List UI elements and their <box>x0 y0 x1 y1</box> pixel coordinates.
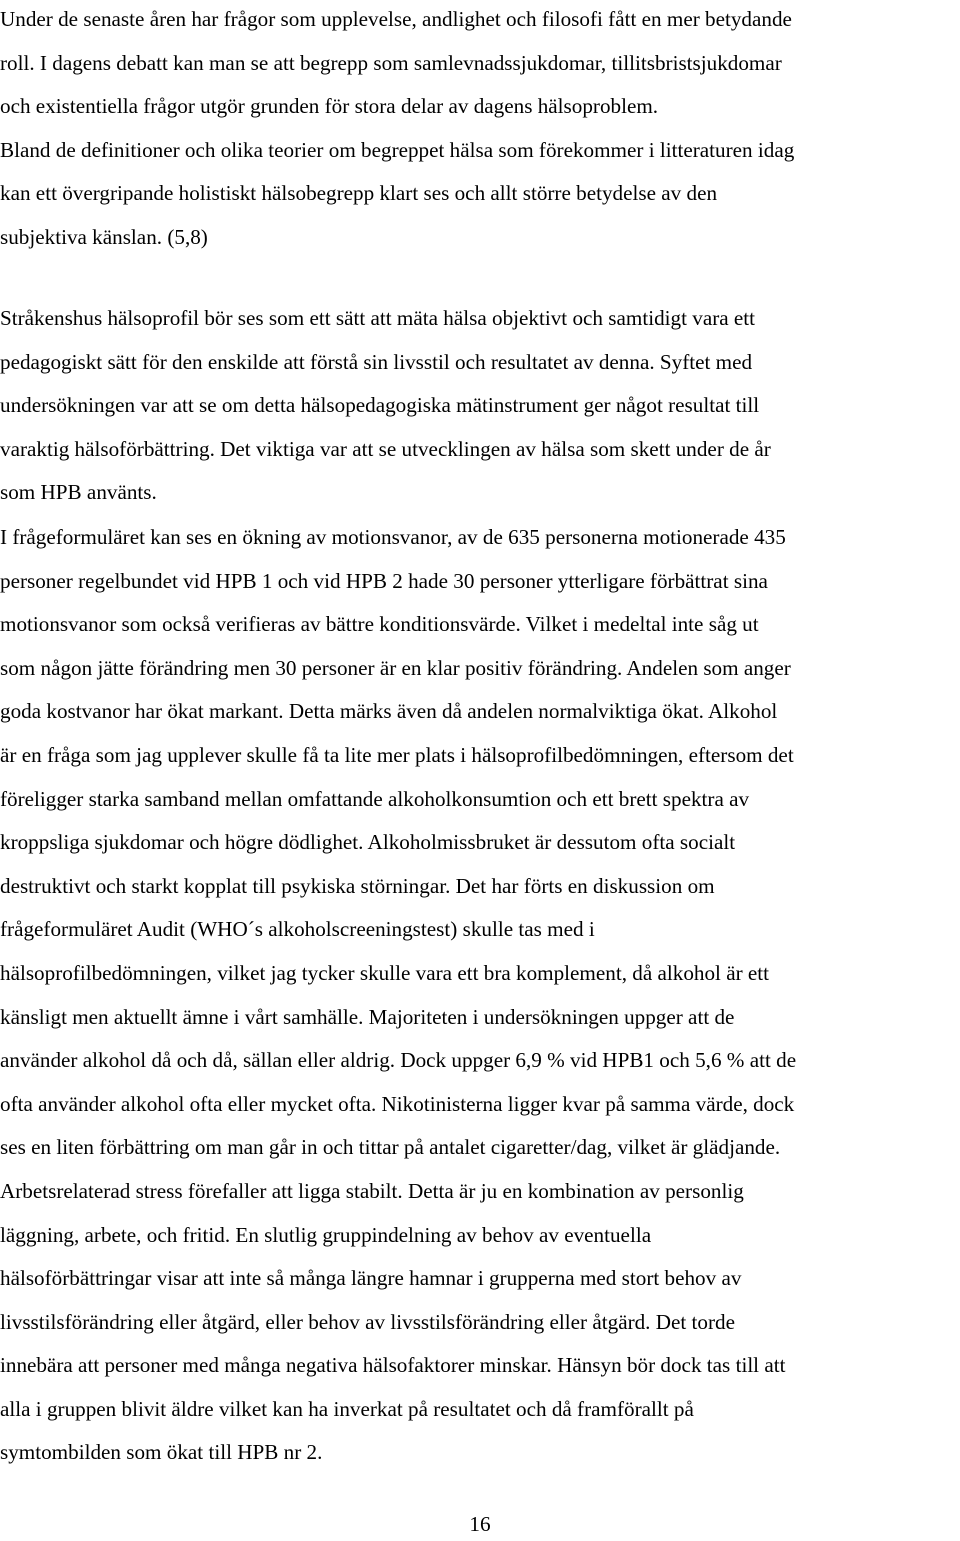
text-line: föreligger starka samband mellan omfattande alkoholkonsumtion och ett brett spektra av <box>0 786 750 811</box>
text-line: roll. I dagens debatt kan man se att begrepp som samlevnadssjukdomar, tillitsbristsjukdomar <box>0 50 782 75</box>
text-line: kroppsliga sjukdomar och högre dödlighet. Alkoholmissbruket är dessutom ofta socialt <box>0 830 736 855</box>
text-line: goda kostvanor har ökat markant. Detta märks även då andelen normalviktiga ökat. Alkohol <box>0 699 778 724</box>
paragraph-1 <box>0 0 960 260</box>
text-line: Arbetsrelaterad stress förefaller att ligga stabilt. Detta är ju en kombination av personlig <box>0 1178 744 1203</box>
text-line: som HPB använts. <box>0 480 157 505</box>
text-line: Stråkenshus hälsoprofil bör ses som ett sätt att mäta hälsa objektivt och samtidigt vara ett <box>0 306 756 330</box>
text-line: personer regelbundet vid HPB 1 och vid HPB 2 hade 30 personer ytterligare förbättrat sina <box>0 568 768 593</box>
text-line: använder alkohol då och då, sällan eller aldrig. Dock uppger 6,9 % vid HPB1 och 5,6 % att de <box>0 1048 797 1073</box>
text-line: destruktivt och starkt kopplat till psykiska störningar. Det har förts en diskussion om <box>0 873 715 898</box>
text-line: pedagogiskt sätt för den enskilde att förstå sin livsstil och resultatet av denna. Syftet med <box>0 349 753 374</box>
text-line: hälsoprofilbedömningen, vilket jag tycker skulle vara ett bra komplement, då alkohol är ett <box>0 960 770 985</box>
text-line: motionsvanor som också verifieras av bättre konditionsvärde. Vilket i medeltal inte såg ut <box>0 612 759 637</box>
text-line: som någon jätte förändring men 30 personer är en klar positiv förändring. Andelen som anger <box>0 655 791 680</box>
text-line: undersökningen var att se om detta hälsopedagogiska mätinstrument ger något resultat till <box>0 393 760 418</box>
text-line: subjektiva känslan. (5,8) <box>0 224 208 249</box>
text-line: Under de senaste åren har frågor som upplevelse, andlighet och filosofi fått en mer betydande <box>0 7 792 31</box>
paragraph-3 <box>0 516 960 1475</box>
text-line: kan ett övergripande holistiskt hälsobegrepp klart ses och allt större betydelse av den <box>0 181 718 206</box>
text-line: frågeformuläret Audit (WHO´s alkoholscreeningstest) skulle tas med i <box>0 917 595 942</box>
text-line: symtombilden som ökat till HPB nr 2. <box>0 1440 323 1465</box>
text-line: känsligt men aktuellt ämne i vårt samhälle. Majoriteten i undersökningen uppger att de <box>0 1004 735 1029</box>
text-line: ofta använder alkohol ofta eller mycket ofta. Nikotinisterna ligger kvar på samma värde, dock <box>0 1091 795 1116</box>
text-line: läggning, arbete, och fritid. En slutlig gruppindelning av behov av eventuella <box>0 1222 652 1247</box>
text-line: och existentiella frågor utgör grunden för stora delar av dagens hälsoproblem. <box>0 94 659 119</box>
text-line: I frågeformuläret kan ses en ökning av motionsvanor, av de 635 personerna motionerade 435 <box>0 525 786 549</box>
text-line: Bland de definitioner och olika teorier om begreppet hälsa som förekommer i litteraturen idag <box>0 137 795 162</box>
page-number: 16 <box>469 1512 491 1536</box>
text-line: ses en liten förbättring om man går in och tittar på antalet cigaretter/dag, vilket är glädjande. <box>0 1135 781 1160</box>
paragraph-2 <box>0 297 960 515</box>
text-line: innebära att personer med många negativa hälsofaktorer minskar. Hänsyn bör dock tas till att <box>0 1353 786 1378</box>
text-line: är en fråga som jag upplever skulle få ta lite mer plats i hälsoprofilbedömningen, eftersom det <box>0 742 794 767</box>
text-line: alla i gruppen blivit äldre vilket kan ha inverkat på resultatet och då framförallt på <box>0 1396 694 1421</box>
text-line: varaktig hälsoförbättring. Det viktiga var att se utvecklingen av hälsa som skett under de år <box>0 436 771 461</box>
text-line: livsstilsförändring eller åtgärd, eller behov av livsstilsförändring eller åtgärd. Det torde <box>0 1309 735 1334</box>
text-line: hälsoförbättringar visar att inte så många längre hamnar i grupperna med stort behov av <box>0 1266 742 1291</box>
